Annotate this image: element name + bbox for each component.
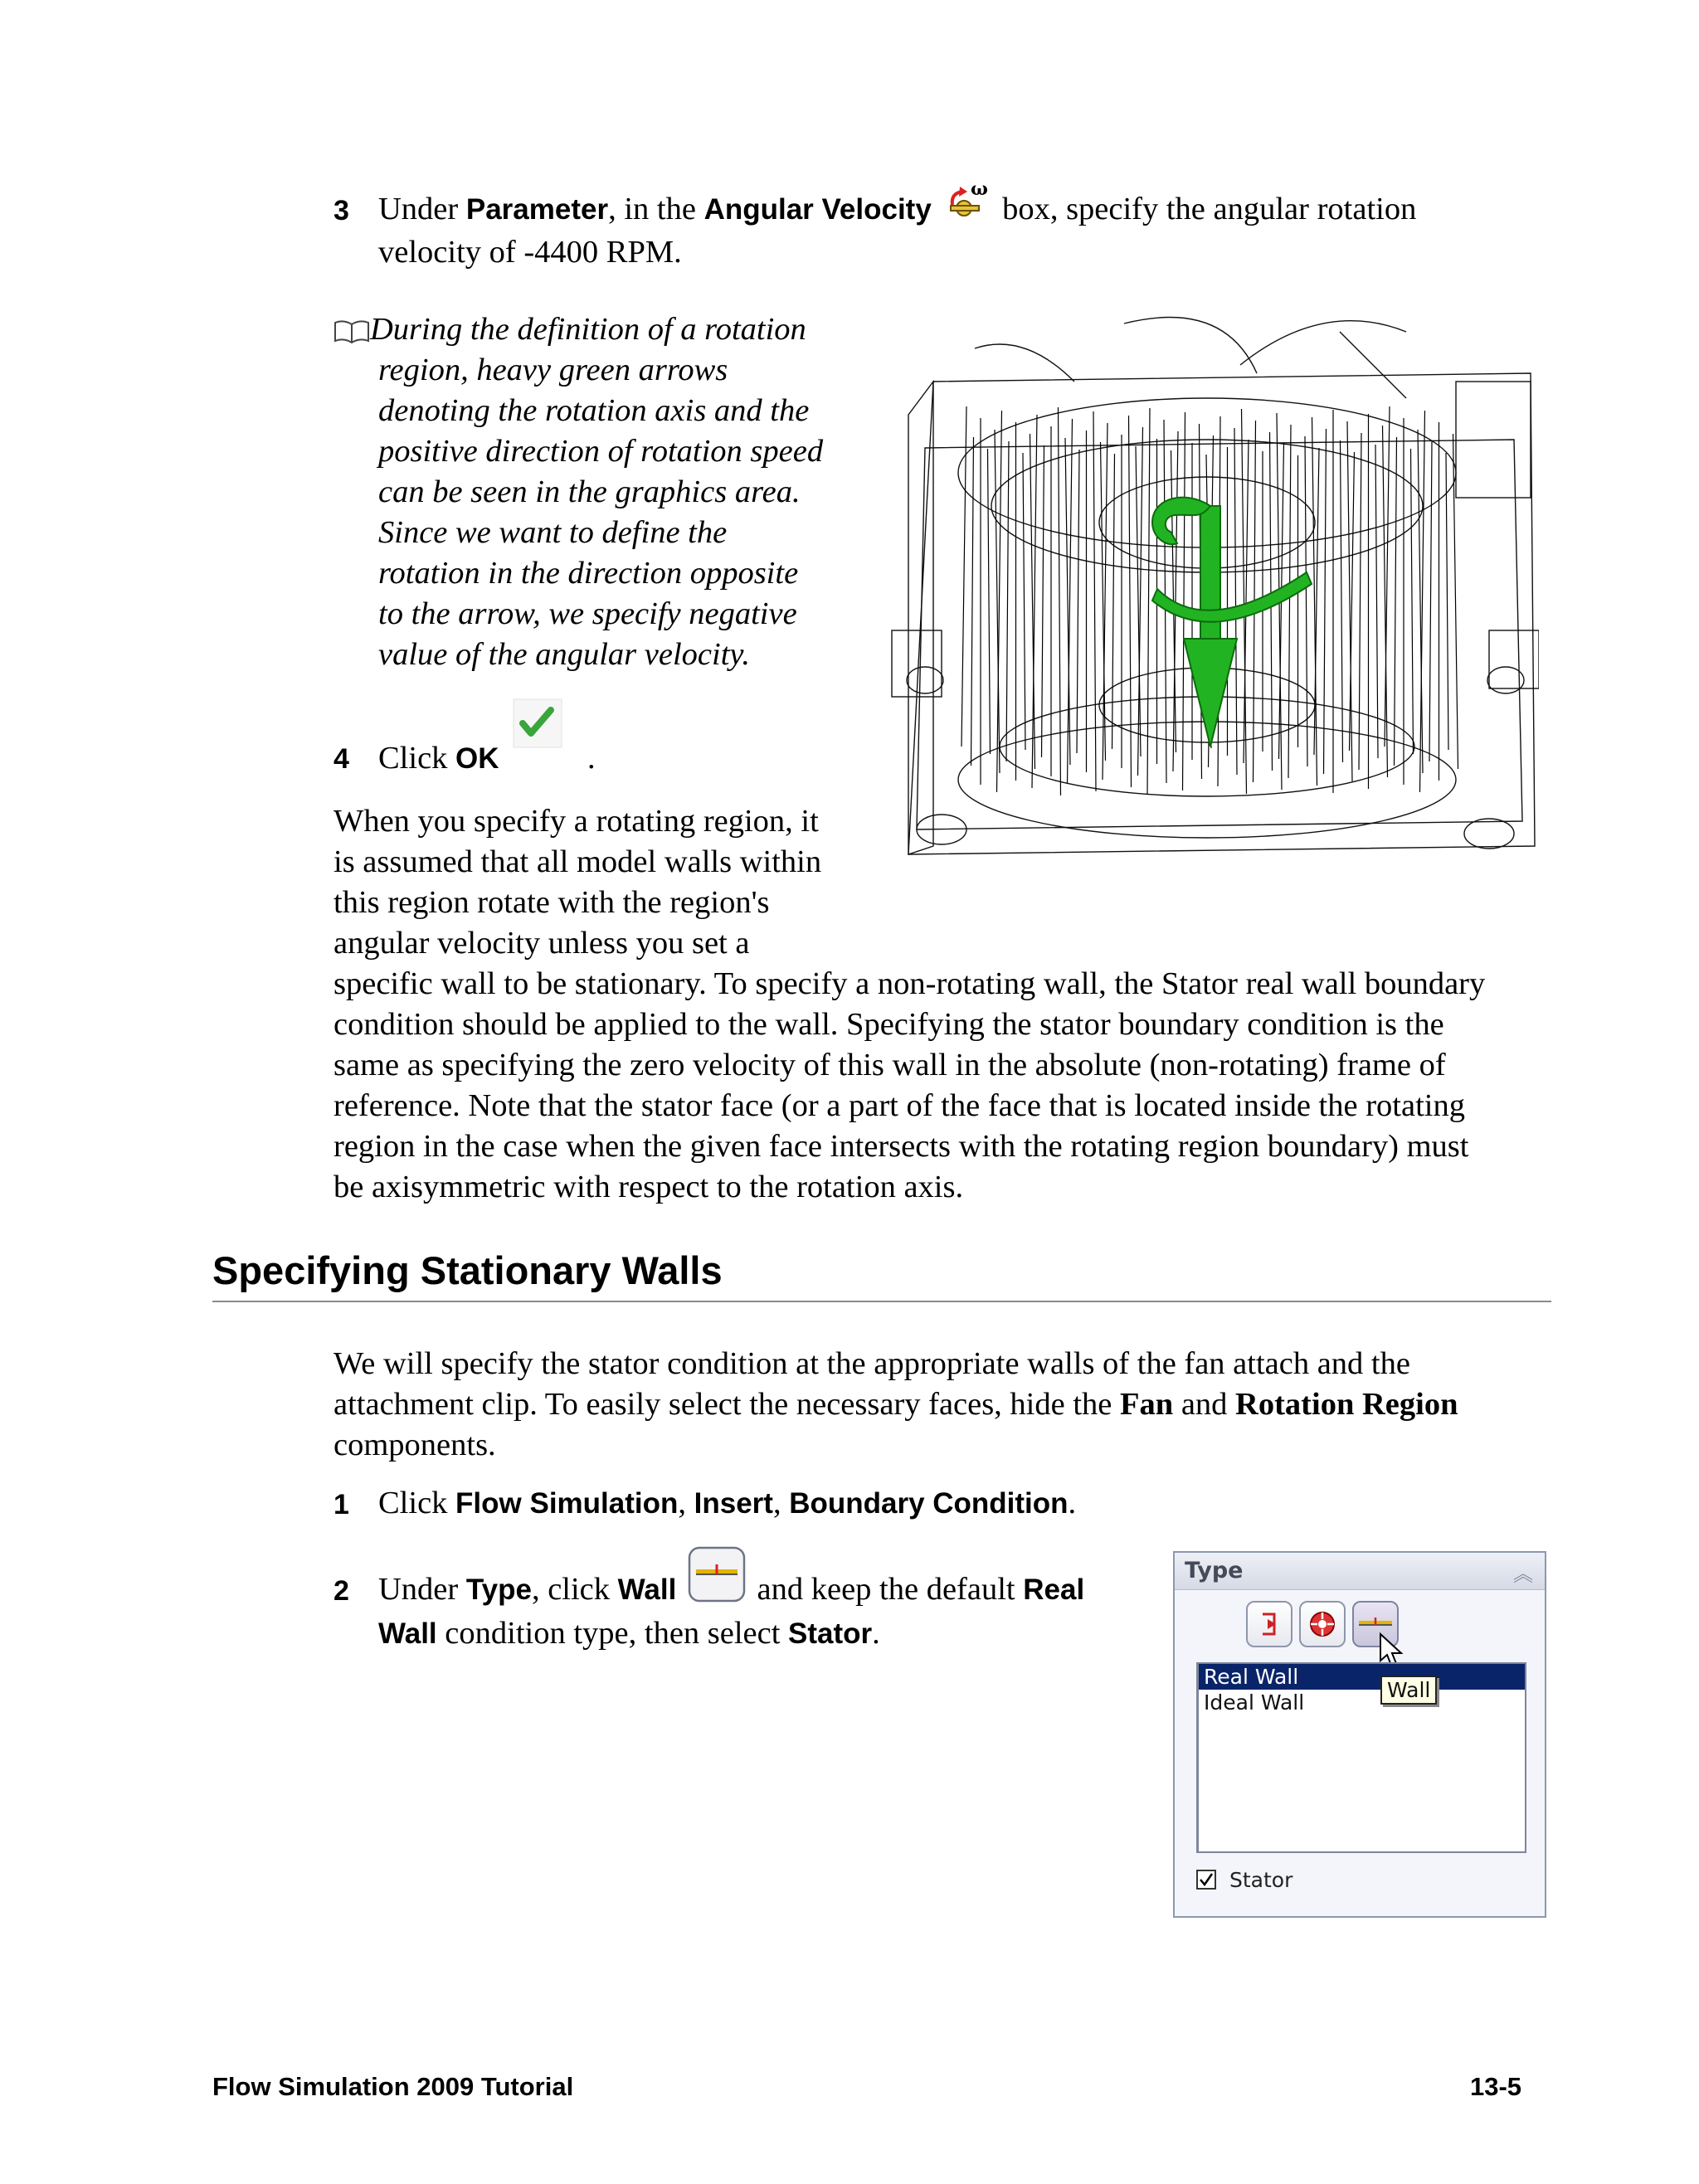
text: . bbox=[587, 741, 596, 776]
note-line: can be seen in the graphics area. bbox=[378, 474, 801, 509]
paragraph-line: is assumed that all model walls within bbox=[333, 844, 822, 879]
collapse-chevron-icon[interactable]: ︽ bbox=[1513, 1563, 1533, 1586]
step-1 bbox=[333, 1483, 1561, 1524]
text: , bbox=[678, 1486, 694, 1520]
note-line: to the arrow, we specify negative bbox=[378, 596, 797, 631]
angular-velocity-label: Angular Velocity bbox=[703, 193, 932, 226]
check-icon bbox=[1198, 1871, 1215, 1888]
text: Under bbox=[378, 192, 466, 226]
fan-button[interactable] bbox=[1299, 1601, 1346, 1647]
step-number: 4 bbox=[333, 743, 349, 775]
text: . bbox=[1068, 1486, 1077, 1520]
paragraph-line: condition should be applied to the wall. Specifying the stator boundary condition is the bbox=[333, 1007, 1444, 1042]
real-label: Real bbox=[1023, 1574, 1085, 1606]
footer-title: Flow Simulation 2009 Tutorial bbox=[212, 2072, 574, 2101]
stator-paragraph bbox=[333, 1344, 1561, 1466]
paragraph-line: region in the case when the given face intersects with the rotating region boundary) must bbox=[333, 1129, 1469, 1164]
rotation-region-label: Rotation Region bbox=[1235, 1387, 1458, 1422]
text: attachment clip. To easily select the necessary faces, hide the bbox=[333, 1387, 1121, 1422]
stator-label: Stator bbox=[788, 1617, 873, 1650]
paragraph-line: components. bbox=[333, 1428, 496, 1462]
list-item-real-wall[interactable]: Real Wall bbox=[1199, 1664, 1525, 1690]
rotating-region-paragraph bbox=[333, 801, 1561, 1208]
paragraph-line: angular velocity unless you set a bbox=[333, 926, 750, 961]
text: and bbox=[1173, 1387, 1236, 1422]
text: box, specify the angular rotation bbox=[994, 192, 1417, 226]
panel-header[interactable] bbox=[1175, 1553, 1545, 1590]
type-label: Type bbox=[465, 1574, 532, 1606]
wall-label: Wall bbox=[378, 1617, 437, 1650]
step-4 bbox=[333, 738, 665, 780]
text: , bbox=[772, 1486, 790, 1520]
wall-tooltip: Wall bbox=[1380, 1676, 1437, 1705]
step-3 bbox=[333, 179, 1561, 273]
step-number: 1 bbox=[333, 1489, 349, 1520]
svg-text:ω: ω bbox=[971, 179, 989, 200]
ok-checkmark-icon bbox=[513, 698, 562, 759]
fan-icon bbox=[1301, 1603, 1344, 1646]
text: Click bbox=[378, 1486, 456, 1520]
text: Under bbox=[378, 1572, 466, 1607]
heading-rule bbox=[212, 1301, 1551, 1302]
insert-label: Insert bbox=[694, 1487, 773, 1520]
text: velocity of -4400 RPM. bbox=[378, 234, 682, 270]
text: , click bbox=[531, 1572, 618, 1607]
paragraph-line: be axisymmetric with respect to the rotation axis. bbox=[333, 1170, 964, 1204]
note-line: denoting the rotation axis and the bbox=[378, 393, 810, 428]
wall-label: Wall bbox=[617, 1574, 677, 1606]
paragraph-line: this region rotate with the region's bbox=[333, 885, 770, 920]
paragraph-line: same as specifying the zero velocity of this wall in the absolute (non-rotating) frame of bbox=[333, 1048, 1446, 1082]
wall-button-icon bbox=[688, 1546, 746, 1613]
ok-label: OK bbox=[455, 742, 499, 775]
text: and keep the default bbox=[748, 1572, 1024, 1607]
paragraph-line: When you specify a rotating region, it bbox=[333, 804, 819, 839]
note bbox=[333, 309, 864, 675]
fan-label: Fan bbox=[1120, 1387, 1174, 1422]
boundary-condition-label: Boundary Condition bbox=[789, 1487, 1069, 1520]
text: . bbox=[872, 1615, 880, 1651]
page-number: 13-5 bbox=[1470, 2072, 1522, 2101]
inlet-icon bbox=[1248, 1603, 1291, 1646]
text: condition type, then select bbox=[436, 1615, 789, 1651]
text: , in the bbox=[608, 192, 704, 226]
note-line: value of the angular velocity. bbox=[378, 637, 750, 672]
stator-checkbox[interactable] bbox=[1196, 1870, 1216, 1890]
type-panel bbox=[1173, 1551, 1546, 1918]
step-2 bbox=[333, 1569, 1130, 1654]
note-line: positive direction of rotation speed bbox=[378, 434, 824, 469]
stator-checkbox-label: Stator bbox=[1229, 1868, 1293, 1892]
paragraph-line: reference. Note that the stator face (or a part of the face that is located inside the rotating bbox=[333, 1088, 1465, 1123]
text: Click bbox=[378, 741, 456, 776]
parameter-label: Parameter bbox=[465, 193, 609, 226]
step-number: 2 bbox=[333, 1575, 349, 1607]
inlet-button[interactable] bbox=[1246, 1601, 1293, 1647]
section-heading: Specifying Stationary Walls bbox=[212, 1248, 723, 1292]
note-line: Since we want to define the bbox=[378, 515, 728, 550]
step-number: 3 bbox=[333, 195, 349, 226]
paragraph-line: specific wall to be stationary. To specify a non-rotating wall, the Stator real wall boundary bbox=[333, 966, 1486, 1001]
note-line: region, heavy green arrows bbox=[378, 353, 728, 387]
note-line: rotation in the direction opposite bbox=[378, 556, 799, 591]
angular-velocity-icon bbox=[946, 180, 989, 232]
paragraph-line: We will specify the stator condition at the appropriate walls of the fan attach and the bbox=[333, 1346, 1410, 1381]
list-item-ideal-wall[interactable]: Ideal Wall bbox=[1204, 1690, 1305, 1715]
wall-type-list[interactable] bbox=[1196, 1662, 1526, 1853]
book-icon bbox=[333, 319, 370, 348]
note-line: During the definition of a rotation bbox=[370, 312, 806, 347]
panel-title: Type bbox=[1185, 1558, 1244, 1583]
flow-simulation-label: Flow Simulation bbox=[455, 1487, 679, 1520]
